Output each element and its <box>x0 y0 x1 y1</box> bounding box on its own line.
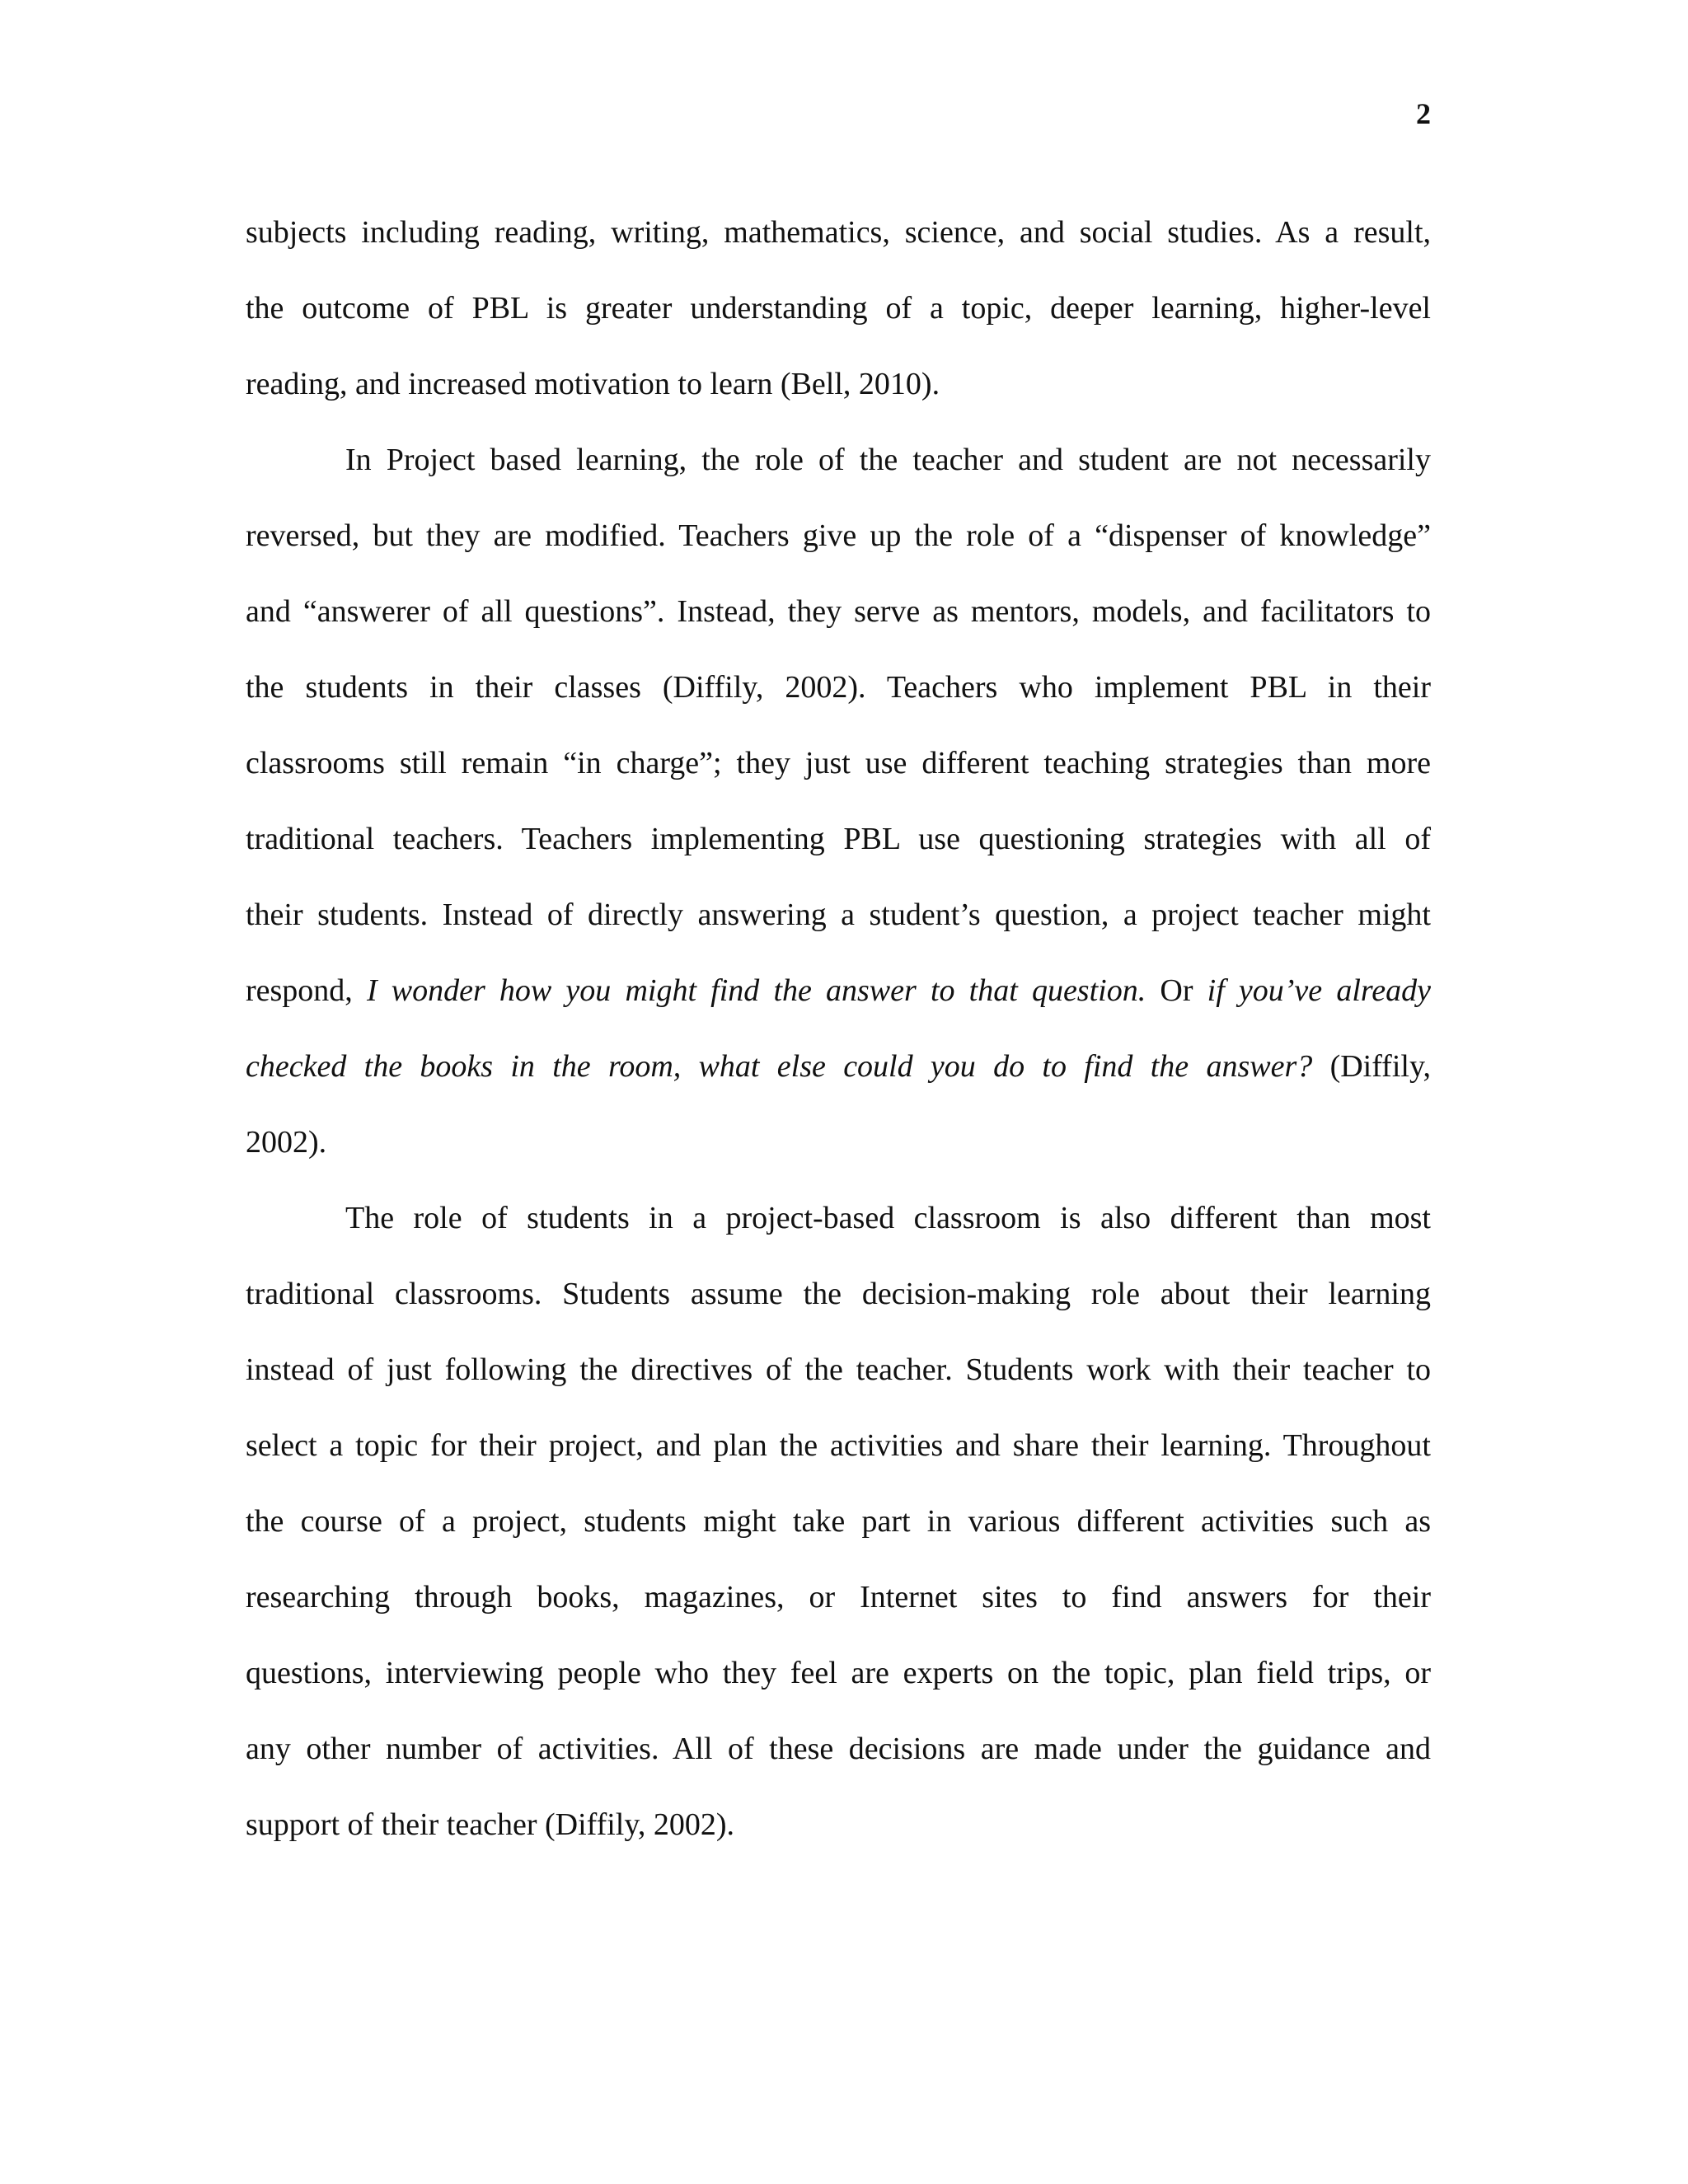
text-line <box>246 270 1431 346</box>
text-line <box>246 877 1431 953</box>
text-line <box>246 725 1431 801</box>
text-line <box>246 498 1431 574</box>
text-run: the outcome of PBL is greater understanding of a topic, deeper learning, higher-level <box>246 291 1431 326</box>
text-line <box>246 801 1431 877</box>
text-run: Or <box>1146 973 1207 1008</box>
text-run: The role of students in a project-based classroom is also different than most <box>345 1201 1431 1235</box>
text-line <box>246 194 1431 270</box>
italic-quote: checked the books in the room, what else could you do to find the answer? <box>246 1049 1313 1084</box>
body-text <box>246 194 1431 1863</box>
text-line <box>246 1256 1431 1332</box>
text-line <box>246 1787 1431 1863</box>
text-run: any other number of activities. All of these decisions are made under the guidance and <box>246 1732 1431 1766</box>
text-line <box>246 649 1431 725</box>
text-run: 2002). <box>246 1125 327 1160</box>
italic-quote: if you’ve already <box>1207 973 1431 1008</box>
text-line <box>246 1104 1431 1180</box>
text-run: reversed, but they are modified. Teachers give up the role of a “dispenser of knowledge” <box>246 518 1431 553</box>
text-run: traditional classrooms. Students assume the decision-making role about their learning <box>246 1277 1431 1311</box>
text-line <box>246 346 1431 422</box>
text-run: their students. Instead of directly answering a student’s question, a project teacher might <box>246 898 1431 932</box>
paragraph-3 <box>246 1180 1431 1863</box>
text-line <box>246 1559 1431 1635</box>
text-run: and “answerer of all questions”. Instead, they serve as mentors, models, and facilitators to <box>246 594 1431 629</box>
paragraph-1 <box>246 194 1431 422</box>
italic-quote: I wonder how you might find the answer to that question. <box>366 973 1146 1008</box>
text-run: the students in their classes (Diffily, 2002). Teachers who implement PBL in their <box>246 670 1431 705</box>
text-run: respond, <box>246 973 367 1008</box>
text-line <box>246 1180 1431 1256</box>
text-run: (Diffily, <box>1312 1049 1431 1084</box>
text-run: reading, and increased motivation to learn (Bell, 2010). <box>246 367 940 401</box>
text-run: classrooms still remain “in charge”; they just use different teaching strategies than more <box>246 746 1431 780</box>
text-run: select a topic for their project, and plan the activities and share their learning. Throughout <box>246 1428 1431 1463</box>
text-line <box>246 1635 1431 1711</box>
text-line <box>246 1408 1431 1483</box>
text-run: the course of a project, students might take part in various different activities such as <box>246 1504 1431 1539</box>
text-run: researching through books, magazines, or Internet sites to find answers for their <box>246 1580 1431 1615</box>
text-run: subjects including reading, writing, mathematics, science, and social studies. As a result, <box>246 215 1431 250</box>
text-line <box>246 422 1431 498</box>
text-line <box>246 1711 1431 1787</box>
page-number: 2 <box>1416 97 1431 130</box>
text-line <box>246 1332 1431 1408</box>
text-run: instead of just following the directives of the teacher. Students work with their teacher to <box>246 1352 1431 1387</box>
text-line <box>246 574 1431 649</box>
text-run: questions, interviewing people who they feel are experts on the topic, plan field trips, or <box>246 1656 1431 1690</box>
text-run: support of their teacher (Diffily, 2002). <box>246 1807 735 1842</box>
text-run: In Project based learning, the role of the teacher and student are not necessarily <box>345 443 1431 477</box>
text-line <box>246 1029 1431 1104</box>
text-line <box>246 953 1431 1029</box>
paragraph-2 <box>246 422 1431 1180</box>
text-line <box>246 1483 1431 1559</box>
text-run: traditional teachers. Teachers implementing PBL use questioning strategies with all of <box>246 822 1431 856</box>
